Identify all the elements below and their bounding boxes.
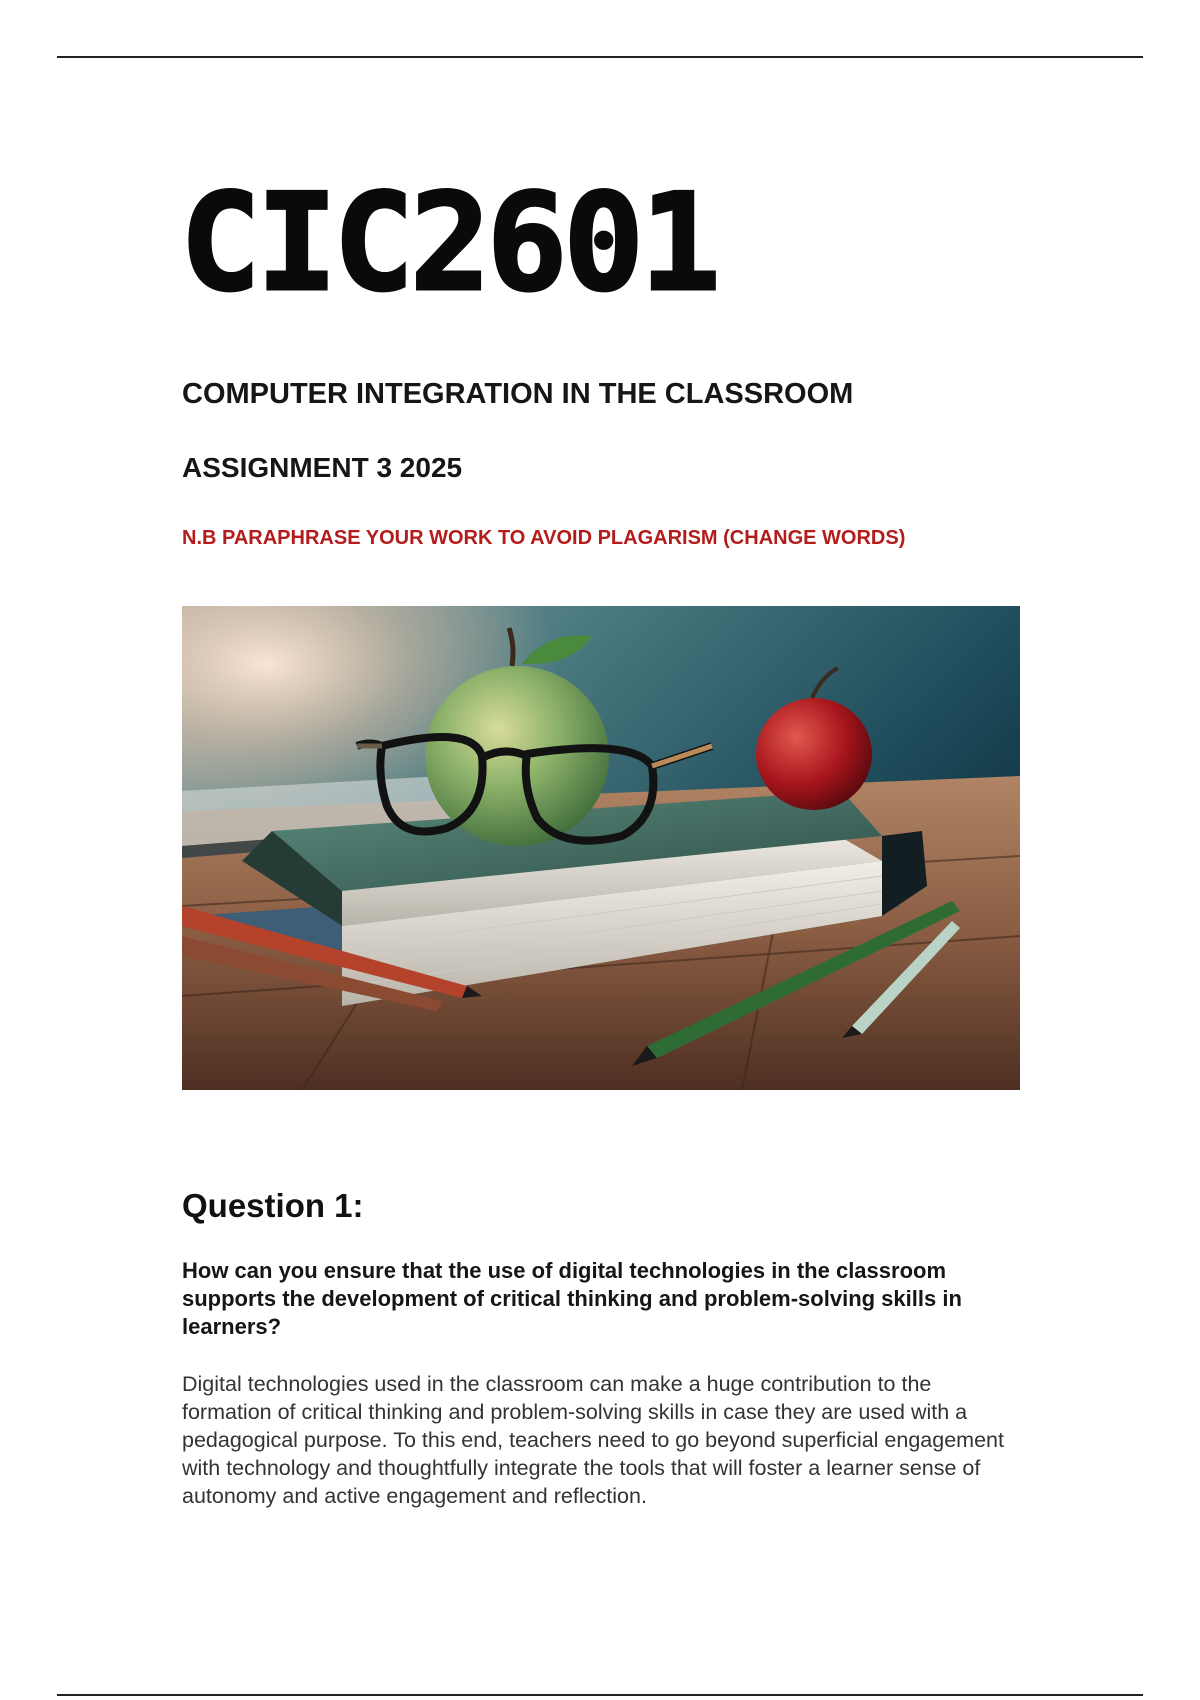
question-heading: Question 1: (182, 1187, 364, 1224)
assignment-title: ASSIGNMENT 3 2025 (182, 452, 463, 483)
cover-illustration (182, 606, 1020, 1090)
bottom-divider (57, 1694, 1143, 1696)
plagiarism-notice: N.B PARAPHRASE YOUR WORK TO AVOID PLAGARISM (CHANGE WORDS) (182, 527, 906, 549)
question-text: How can you ensure that the use of digital technologies in the classroom supports the development of critical thinking and problem-solving skills in learners? (182, 1258, 962, 1339)
course-title: COMPUTER INTEGRATION IN THE CLASSROOM (182, 378, 854, 410)
course-code: CIC2601 (180, 165, 717, 321)
answer-paragraph: Digital technologies used in the classroom can make a huge contribution to the formation of critical thinking and problem-solving skills in case they are used with a pedagogical purpose. To this end, teachers need to go beyond superficial engagement with technology and thoughtfully integrate the tools that will foster a learner sense of autonomy and active engagement and reflection. (182, 1372, 1004, 1508)
top-divider (57, 56, 1143, 58)
